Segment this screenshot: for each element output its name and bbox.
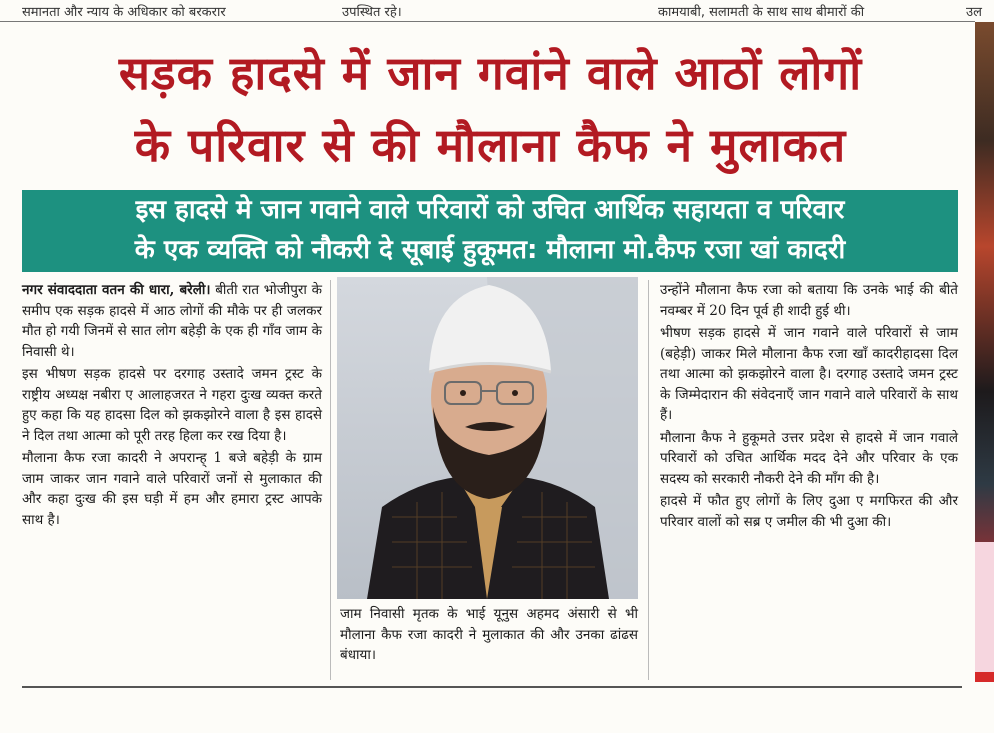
article-column-3: [660, 280, 958, 534]
article-column-1: [22, 280, 322, 532]
strip-text-1: समानता और न्याय के अधिकार को बरकरार: [22, 5, 226, 20]
previous-articles-strip: [0, 0, 994, 22]
adjacent-advert-edge: [975, 22, 994, 682]
col1-para-1: बीती रात भोजीपुरा के समीप एक सड़क हादसे में आठ लोगों की मौके पर ही जलकर मौत हो गयी जिनमें से सात लोग बहेड़ी के एक ही गाँव जाम के निवासी थे।: [22, 282, 322, 360]
news-photo: [337, 277, 638, 599]
headline-line-2: के परिवार से की मौलाना कैफ ने मुलाकत: [134, 118, 847, 172]
strip-text-4: उल: [966, 5, 982, 20]
col3-para-3: मौलाना कैफ ने हुकूमते उत्तर प्रदेश से हादसे में जान गवाले परिवारों को उचित आर्थिक मदद देने और परिवार के एक सदस्य को सरकारी नौकरी देने की माँग की है।: [660, 429, 958, 487]
headline-line-1: सड़क हादसे में जान गवांने वाले आठों लोगों: [118, 46, 863, 100]
subheadline-banner: [22, 190, 958, 272]
bottom-divider: [22, 686, 962, 688]
col3-para-4: हादसे में फौत हुए लोगों के लिए दुआ ए मगफिरत की और परिवार वालों को सब्र ए जमील की भी दुआ की।: [660, 493, 958, 530]
photo-caption: जाम निवासी मृतक के भाई यूनुस अहमद अंसारी से भी मौलाना कैफ रजा कादरी ने मुलाकात की और उनका ढांढस बंधाया।: [340, 606, 638, 663]
col1-para-2: इस भीषण सड़क हादसे पर दरगाह उस्तादे जमन ट्रस्ट के राष्ट्रीय अध्यक्ष नबीरा ए आलाहजरत ने गहरा दुःख व्यक्त करते हुए कहा कि यह हादसा दिल को झकझोरने वाला है इस हादसे ने दिल तथा आत्मा को पूरी तरह हिला कर रख दिया है।: [22, 366, 322, 444]
strip-text-2: उपस्थित रहे।: [342, 5, 402, 20]
col3-para-2: भीषण सड़क हादसे में जान गवाने वाले परिवारों से जाम (बहेड़ी) जाकर मिले मौलाना कैफ रजा खाँ कादरीहादसा दिल तथा आत्मा को झकझोरने वाला है। दरगाह उस्तादे जमन ट्रस्ट के जिम्मेदारान की संवेदनाएँ जान गवाने वाले परिवारों के साथ हैं।: [660, 325, 958, 423]
byline: नगर संवाददाता वतन की धारा, बरेली।: [22, 282, 211, 298]
subheadline-line-2: के एक व्यक्ति को नौकरी दे सूबाई हुकूमत: मौलाना मो.कैफ रजा खां कादरी: [134, 235, 846, 265]
top-divider: [0, 21, 975, 22]
col3-para-1: उन्होंने मौलाना कैफ रजा को बताया कि उनके भाई की बीते नवम्बर में 20 दिन पूर्व ही शादी हुई थी।: [660, 282, 958, 319]
col1-para-3: मौलाना कैफ रजा कादरी ने अपरान्ह् 1 बजे बहेड़ी के ग्राम जाम जाकर जान गवाने वाले परिवारों जनों से मुलाकात की और कहा दुःख की इस घड़ी में हम और हमारा ट्रस्ट आपके साथ है।: [22, 450, 322, 528]
column-divider: [648, 280, 649, 680]
strip-text-3: कामयाबी, सलामती के साथ साथ बीमारों की: [658, 5, 865, 20]
subheadline-line-1: इस हादसे मे जान गवाने वाले परिवारों को उचित आर्थिक सहायता व परिवार: [135, 195, 845, 225]
column-divider: [330, 280, 331, 680]
